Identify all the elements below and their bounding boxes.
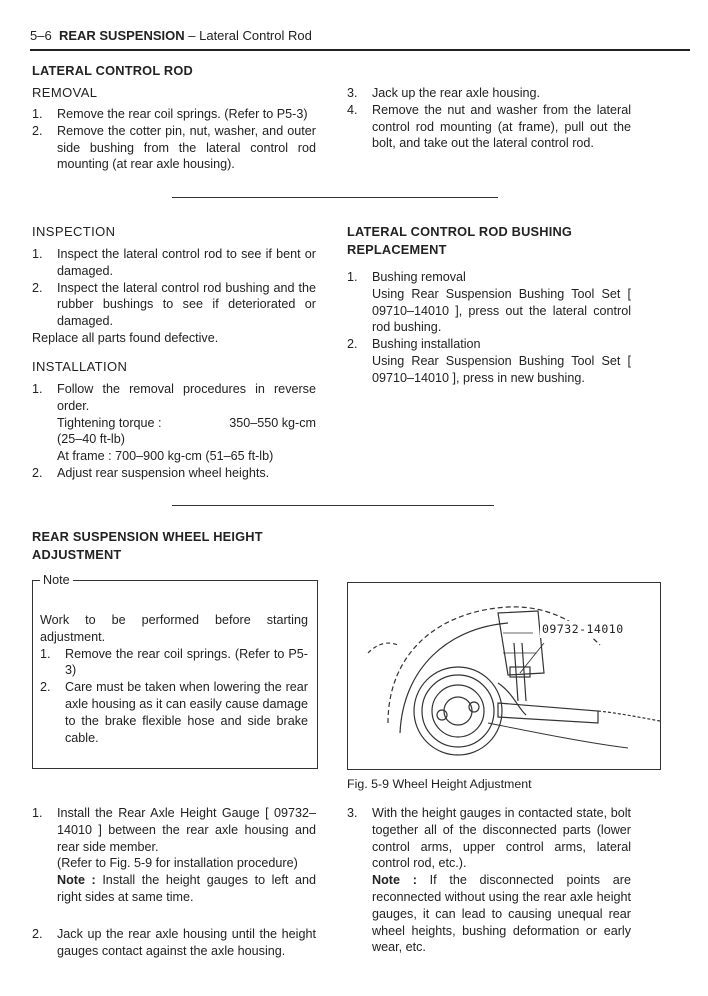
wheel-height-steps-left: [32, 805, 316, 959]
installation-list: [32, 381, 316, 482]
bushing-list: [347, 269, 631, 387]
inspection-note: Replace all parts found defective.: [32, 331, 219, 345]
header-rule: [30, 49, 690, 51]
page-number: 5–6: [30, 28, 52, 43]
list-item: 2. Care must be taken when lowering the rear axle housing as it can easily cause damage to the brake flexible hose and side brake cable.: [40, 680, 308, 745]
inspection-list: [32, 246, 316, 330]
list-item: 1. Remove the rear coil springs. (Refer to P5-3): [32, 107, 308, 121]
step1-ref: (Refer to Fig. 5-9 for installation procedure): [57, 856, 298, 871]
torque-line: Tightening torque : 350–550 kg-cm: [57, 415, 316, 430]
list-item: 2. Remove the cotter pin, nut, washer, and outer side bushing from the lateral control rod mounting (at rear axle housing).: [32, 123, 316, 172]
list-item: 2. Adjust rear suspension wheel heights.: [32, 465, 270, 480]
step3-note: Note : If the disconnected points are reconnected without using the rear axle height gauges, it can lead to causing unequal rear wheel heights, bushing deformation or early wear, etc.: [372, 873, 632, 955]
inspection-title: INSPECTION: [32, 224, 116, 239]
list-item: 2. Jack up the rear axle housing until the height gauges contact against the axle housing.: [32, 926, 316, 958]
list-item: 1. Follow the removal procedures in reverse order. Tightening torque : 350–550 kg-cm (25–40 ft-lb) At frame : 700–900 kg-cm (51–65 ft-lb): [32, 382, 316, 464]
note-body: [40, 612, 308, 746]
removal-list-right: [347, 85, 631, 152]
list-item: 2. Inspect the lateral control rod bushing and the rubber bushings to see if deteriorated or damaged.: [32, 280, 316, 329]
section-title: REAR SUSPENSION: [58, 28, 185, 43]
wheel-height-title: REAR SUSPENSION WHEEL HEIGHT ADJUSTMENT: [32, 529, 263, 562]
list-item: 3. Jack up the rear axle housing.: [347, 86, 541, 100]
list-item: 1. Install the Rear Axle Height Gauge [ 09732–14010 ] between the rear axle housing and rear side member. (Refer to Fig. 5-9 for installation procedure) Note : Install the height gauges to left and right sides at same time.: [32, 806, 316, 904]
note-list: [40, 646, 308, 747]
section-divider: [172, 197, 498, 198]
frame-torque: At frame : 700–900 kg-cm (51–65 ft-lb): [57, 449, 274, 464]
step1-note: Note : Install the height gauges to left and right sides at same time.: [57, 873, 316, 904]
figure-wheel-height: [347, 582, 661, 770]
figure-callout: 09732-14010: [542, 622, 624, 636]
section-divider: [172, 505, 494, 506]
figure-caption: Fig. 5-9 Wheel Height Adjustment: [347, 777, 532, 791]
note-intro: Work to be performed before starting adjustment.: [40, 613, 308, 644]
note-title: Note: [40, 572, 73, 589]
list-item: 1. Inspect the lateral control rod to see if bent or damaged.: [32, 247, 316, 278]
lateral-control-rod-title: LATERAL CONTROL ROD: [32, 63, 193, 78]
page-header: [30, 28, 312, 45]
list-item: 1. Remove the rear coil springs. (Refer to P5-3): [40, 646, 308, 678]
list-item: 4. Remove the nut and washer from the lateral control rod mounting (at frame), pull out the bolt, and take out the lateral control rod.: [347, 102, 631, 151]
list-item: 2. Bushing installation Using Rear Suspension Bushing Tool Set [ 09710–14010 ], press in new bushing.: [347, 337, 631, 385]
installation-title: INSTALLATION: [32, 359, 128, 374]
torque-ftlb: (25–40 ft-lb): [57, 432, 125, 447]
list-item: 1. Bushing removal Using Rear Suspension Bushing Tool Set [ 09710–14010 ], press out the lateral control rod bushing.: [347, 270, 631, 335]
section-subtitle: – Lateral Control Rod: [188, 28, 312, 43]
removal-list-left: [32, 106, 316, 173]
wheel-height-steps-right: [347, 805, 631, 956]
bushing-title: LATERAL CONTROL ROD BUSHING REPLACEMENT: [347, 224, 573, 257]
wheel-height-illustration: [348, 583, 660, 769]
removal-title: REMOVAL: [32, 85, 98, 100]
list-item: 3. With the height gauges in contacted state, bolt together all of the disconnected parts (lower control arms, upper control arms, lateral control rod, etc.). Note : If the disconnected points are reconnected without using the rear axle height gauges, it can lead to causing unequal rear wheel heights, bushing deformation or early wear, etc.: [347, 806, 632, 955]
